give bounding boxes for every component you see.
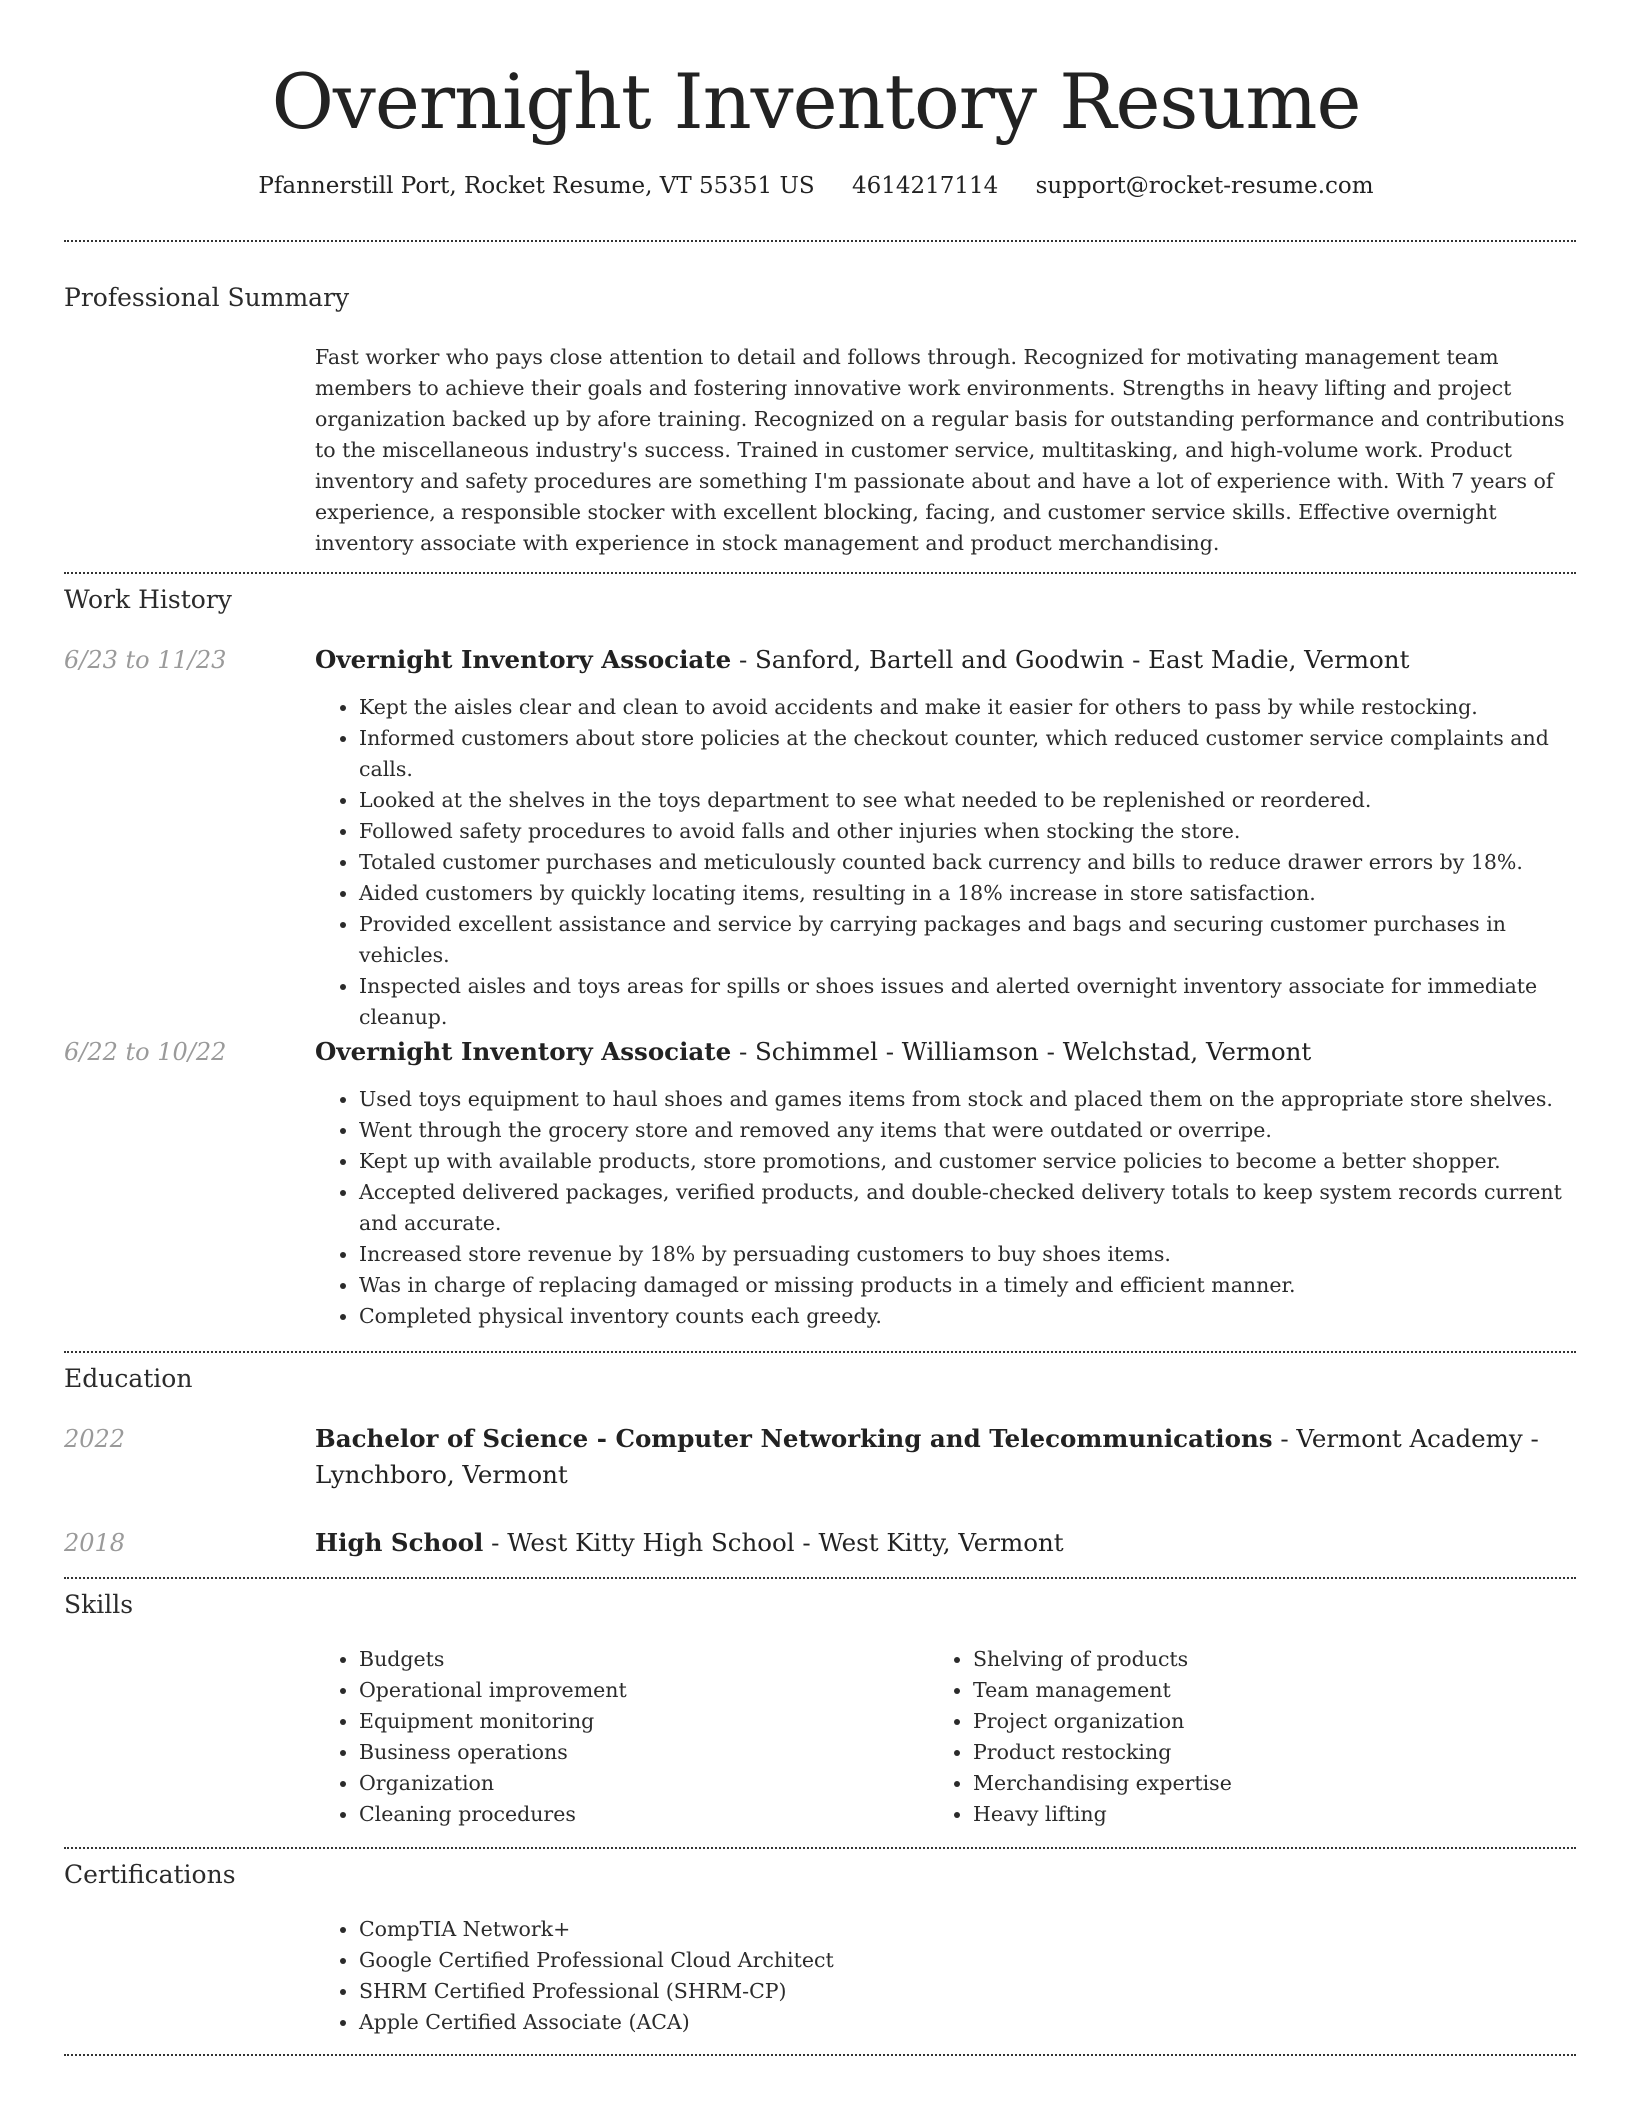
education-degree: Bachelor of Science - Computer Networking and Telecommunications	[315, 1424, 1273, 1453]
education-header	[315, 1525, 1580, 1561]
certifications-heading: Certifications	[64, 1860, 236, 1889]
skills-list-right	[929, 1644, 1519, 1830]
list-item: • CompTIA Network+	[359, 1914, 1580, 1945]
list-item: • Business operations	[359, 1737, 905, 1768]
list-item: • Inspected aisles and toys areas for spills or shoes issues and alerted overnight inventory associate for immediate cleanup.	[359, 971, 1580, 1033]
list-item: • Accepted delivered packages, verified products, and double-checked delivery totals to keep system records current and accurate.	[359, 1177, 1580, 1239]
section-divider	[64, 2054, 1576, 2056]
education-year: 2018	[64, 1529, 126, 1557]
list-item: • Aided customers by quickly locating items, resulting in a 18% increase in store satisfaction.	[359, 878, 1580, 909]
job-bullets	[315, 692, 1580, 1033]
education-year: 2022	[64, 1425, 126, 1453]
skills-heading: Skills	[64, 1590, 134, 1619]
list-item: • Totaled customer purchases and meticulously counted back currency and bills to reduce drawer errors by 18%.	[359, 847, 1580, 878]
section-divider	[64, 1577, 1576, 1579]
job-employer: - Schimmel - Williamson - Welchstad, Vermont	[731, 1037, 1312, 1066]
job-header	[315, 642, 1580, 678]
list-item: • Used toys equipment to haul shoes and games items from stock and placed them on the appropriate store shelves.	[359, 1084, 1580, 1115]
list-item: • Increased store revenue by 18% by persuading customers to buy shoes items.	[359, 1239, 1580, 1270]
contact-line	[0, 168, 1632, 204]
skills-list-left	[315, 1644, 905, 1830]
education-heading: Education	[64, 1364, 193, 1393]
contact-phone: 4614217114	[851, 173, 999, 199]
section-divider	[64, 572, 1576, 574]
list-item: • Budgets	[359, 1644, 905, 1675]
job-bullets	[315, 1084, 1580, 1332]
list-item: • Operational improvement	[359, 1675, 905, 1706]
section-divider	[64, 1847, 1576, 1849]
list-item: • Shelving of products	[973, 1644, 1519, 1675]
list-item: • Google Certified Professional Cloud Architect	[359, 1945, 1580, 1976]
job-dates: 6/22 to 10/22	[64, 1038, 227, 1066]
section-divider	[64, 1351, 1576, 1353]
list-item: • Project organization	[973, 1706, 1519, 1737]
summary-heading: Professional Summary	[64, 283, 350, 312]
certifications-list	[315, 1914, 1580, 2038]
list-item: • Heavy lifting	[973, 1799, 1519, 1830]
work-history-heading: Work History	[64, 585, 232, 614]
contact-email: support@rocket-resume.com	[1035, 173, 1374, 199]
list-item: • Was in charge of replacing damaged or missing products in a timely and efficient manner.	[359, 1270, 1580, 1301]
list-item: • Team management	[973, 1675, 1519, 1706]
list-item: • Followed safety procedures to avoid falls and other injuries when stocking the store.	[359, 816, 1580, 847]
job-employer: - Sanford, Bartell and Goodwin - East Madie, Vermont	[731, 645, 1410, 674]
education-school: - West Kitty High School - West Kitty, Vermont	[483, 1528, 1064, 1557]
job-title: Overnight Inventory Associate	[315, 1037, 732, 1066]
list-item: • Kept up with available products, store promotions, and customer service policies to become a better shopper.	[359, 1146, 1580, 1177]
list-item: • Apple Certified Associate (ACA)	[359, 2007, 1580, 2038]
list-item: • Cleaning procedures	[359, 1799, 905, 1830]
job-header	[315, 1034, 1580, 1070]
list-item: • Provided excellent assistance and service by carrying packages and bags and securing customer purchases in vehicles.	[359, 909, 1580, 971]
list-item: • SHRM Certified Professional (SHRM-CP)	[359, 1976, 1580, 2007]
section-divider	[64, 240, 1576, 242]
education-header	[315, 1421, 1580, 1493]
resume-title: Overnight Inventory Resume	[271, 57, 1361, 146]
list-item: • Equipment monitoring	[359, 1706, 905, 1737]
list-item: • Product restocking	[973, 1737, 1519, 1768]
list-item: • Organization	[359, 1768, 905, 1799]
job-dates: 6/23 to 11/23	[64, 646, 227, 674]
contact-address: Pfannerstill Port, Rocket Resume, VT 55351 US	[258, 173, 815, 199]
list-item: • Informed customers about store policies at the checkout counter, which reduced customer service complaints and calls.	[359, 723, 1580, 785]
list-item: • Went through the grocery store and removed any items that were outdated or overripe.	[359, 1115, 1580, 1146]
list-item: • Kept the aisles clear and clean to avoid accidents and make it easier for others to pass by while restocking.	[359, 692, 1580, 723]
education-degree: High School	[315, 1528, 484, 1557]
job-title: Overnight Inventory Associate	[315, 645, 732, 674]
education-school: - Vermont Academy - Lynchboro, Vermont	[315, 1424, 1539, 1489]
list-item: • Looked at the shelves in the toys department to see what needed to be replenished or reordered.	[359, 785, 1580, 816]
summary-text: Fast worker who pays close attention to detail and follows through. Recognized for motivating management team members to achieve their goals and fostering innovative work environments. Strengths in heavy lifting and project organization backed up by afore training. Recognized on a regular basis for outstanding performance and contributions to the miscellaneous industry's success. Trained in customer service, multitasking, and high-volume work. Product inventory and safety procedures are something I'm passionate about and have a lot of experience with. With 7 years of experience, a responsible stocker with excellent blocking, facing, and customer service skills. Effective overnight inventory associate with experience in stock management and product merchandising.	[315, 345, 1565, 555]
list-item: • Completed physical inventory counts each greedy.	[359, 1301, 1580, 1332]
list-item: • Merchandising expertise	[973, 1768, 1519, 1799]
